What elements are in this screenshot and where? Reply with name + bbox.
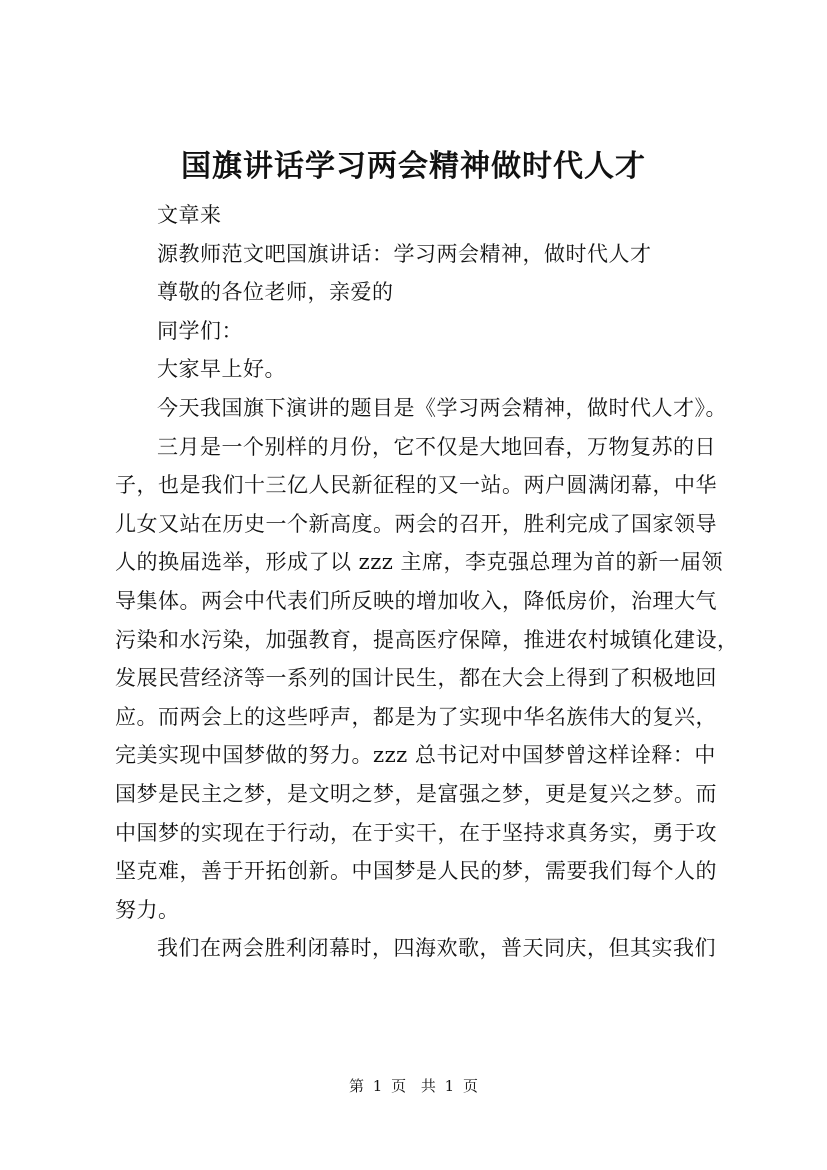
document-body bbox=[115, 196, 745, 968]
body-line: 完美实现中国梦做的努力。zzz 总书记对中国梦曾这样诠释：中 bbox=[115, 743, 716, 768]
body-line: 同学们： bbox=[157, 318, 243, 343]
page-number: 第 1 页 bbox=[349, 1077, 407, 1095]
body-line: 努力。 bbox=[115, 897, 180, 922]
body-line: 人的换届选举，形成了以 zzz 主席，李克强总理为首的新一届领 bbox=[115, 550, 724, 575]
body-line: 国梦是民主之梦，是文明之梦，是富强之梦，更是复兴之梦。而 bbox=[115, 781, 717, 806]
body-line: 中国梦的实现在于行动，在于实干，在于坚持求真务实，勇于攻 bbox=[115, 820, 717, 845]
body-line: 源教师范文吧国旗讲话：学习两会精神，做时代人才 bbox=[157, 241, 652, 266]
document-title: 国旗讲话学习两会精神做时代人才 bbox=[181, 149, 646, 184]
body-line: 文章来 bbox=[157, 203, 222, 227]
body-line: 应。而两会上的这些呼声，都是为了实现中华名族伟大的复兴， bbox=[115, 704, 717, 729]
body-line: 导集体。两会中代表们所反映的增加收入，降低房价，治理大气 bbox=[115, 588, 717, 613]
body-line: 我们在两会胜利闭幕时，四海欢歌，普天同庆，但其实我们 bbox=[157, 936, 716, 961]
page-total: 共 1 页 bbox=[420, 1077, 478, 1095]
body-line: 坚克难，善于开拓创新。中国梦是人民的梦，需要我们每个人的 bbox=[115, 859, 717, 884]
body-line: 儿女又站在历史一个新高度。两会的召开，胜利完成了国家领导 bbox=[115, 511, 717, 536]
body-line: 大家早上好。 bbox=[157, 357, 286, 382]
body-line: 三月是一个别样的月份，它不仅是大地回春，万物复苏的日 bbox=[157, 434, 716, 459]
body-line: 子，也是我们十三亿人民新征程的又一站。两户圆满闭幕，中华 bbox=[115, 473, 717, 498]
body-line: 今天我国旗下演讲的题目是《学习两会精神，做时代人才》。 bbox=[157, 395, 727, 420]
body-line: 发展民营经济等一系列的国计民生，都在大会上得到了积极地回 bbox=[115, 666, 717, 691]
page-footer bbox=[0, 1076, 827, 1096]
body-line: 污染和水污染，加强教育，提高医疗保障，推进农村城镇化建设， bbox=[115, 627, 739, 652]
body-line: 尊敬的各位老师，亲爱的 bbox=[157, 280, 394, 305]
